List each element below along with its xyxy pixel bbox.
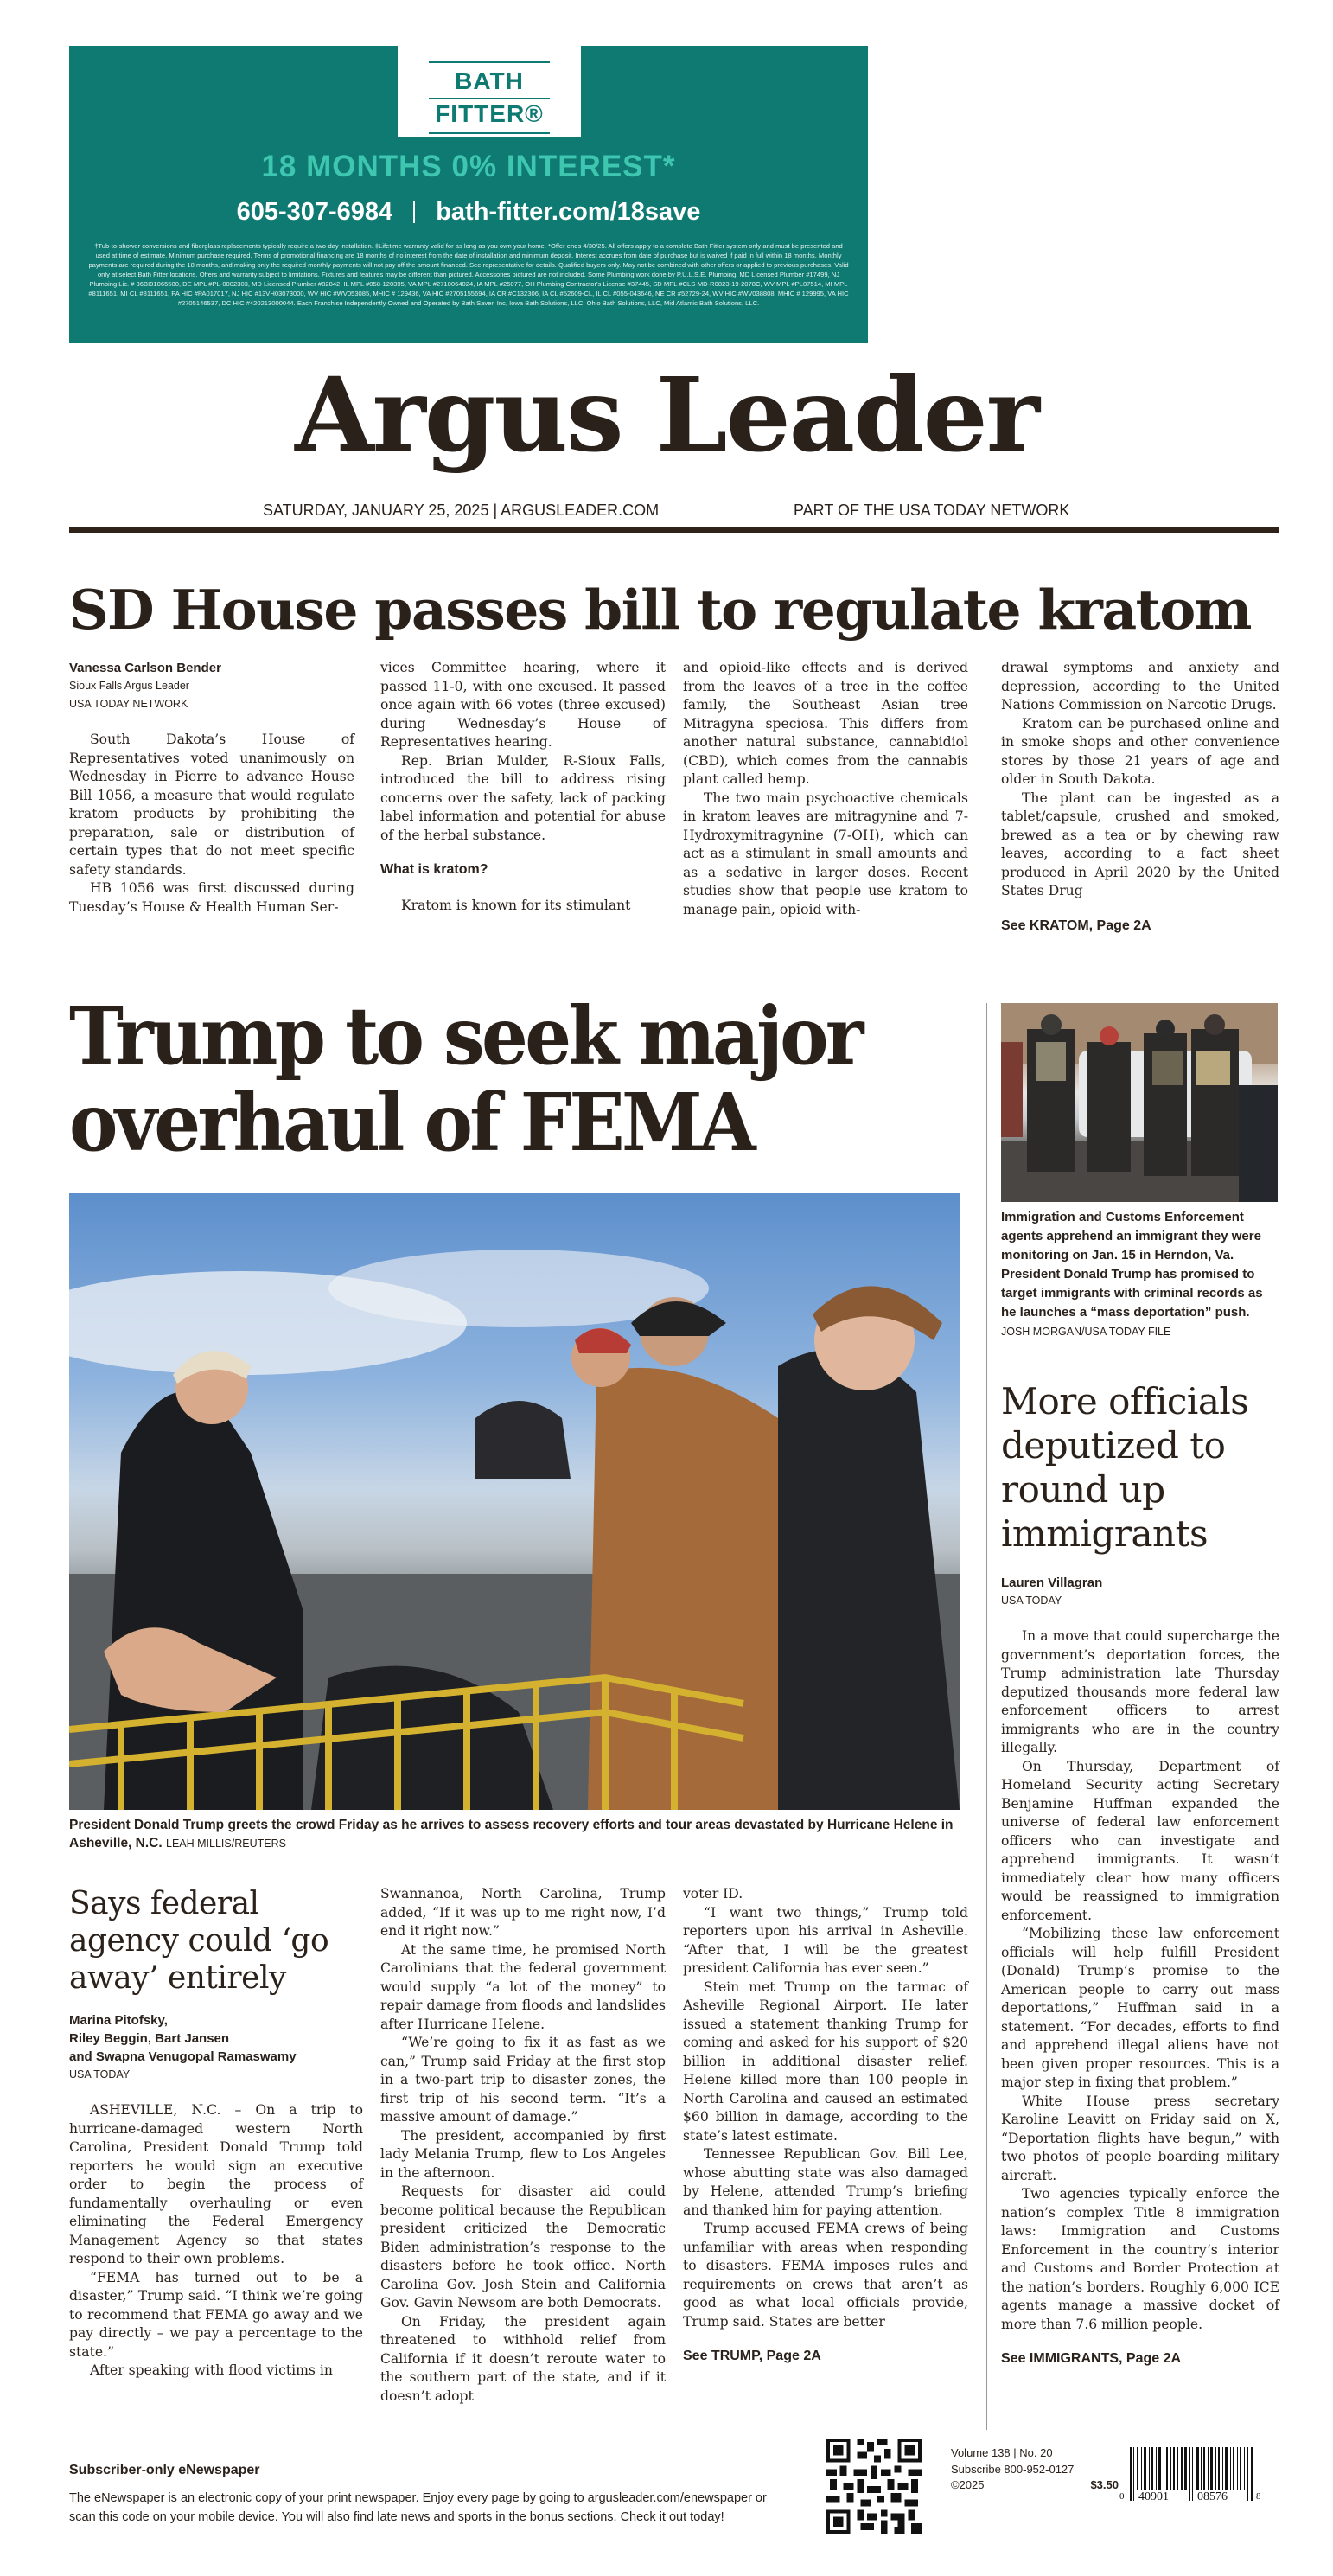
paragraph: The two main psychoactive chemicals in kratom leaves are mitragynine and 7-Hydroxymitragynine (7-OH), which can act as a stimulant in small amounts and as a sedative in larger doses. Recent studies show that people use kratom to manage pain, opioid with- (683, 789, 968, 917)
immigrants-column (1001, 1574, 1279, 2367)
kratom-column-1 (69, 659, 354, 917)
trump-jump-link[interactable]: See TRUMP, Page 2A (683, 2349, 821, 2363)
byline-network: USA TODAY NETWORK (69, 698, 188, 710)
paragraph: Swannanoa, North Carolina, Trump added, “If it was up to me right now, I’d end it right now.” (380, 1886, 666, 1939)
svg-text:8: 8 (1256, 2491, 1261, 2501)
barcode-icon (1118, 2447, 1286, 2501)
paragraph: “I want two things,” Trump told reporters upon his arrival in Asheville. “After that, I will be the greatest president California has ever seen.” (683, 1904, 968, 1976)
qr-code-icon (826, 2439, 922, 2534)
bath-fitter-logo: BATH FITTER® (398, 46, 581, 137)
kratom-subhead: What is kratom? (380, 862, 488, 877)
paragraph: “FEMA has turned out to be a disaster,” Trump said. “I think we’re going to recommend that FEMA go away and we pay directly – we pay a percentage to the state.” (69, 2269, 363, 2360)
bath-fitter-ad[interactable] (69, 46, 868, 343)
ad-phone[interactable]: 605-307-6984 (236, 198, 393, 226)
fema-column-3 (683, 1885, 968, 2364)
fema-headline[interactable]: Trump to seek major overhaul of FEMA (69, 989, 861, 1169)
paragraph: “We’re going to fix it as fast as we can,” Trump said Friday at the first stop in a two-part trip to disaster zones, the first trip of his second term. “It’s a massive amount of damage.” (380, 2035, 666, 2125)
barcode (1118, 2447, 1286, 2516)
masthead-rule (69, 527, 1279, 533)
svg-text:40901: 40901 (1138, 2490, 1169, 2501)
enewspaper-text: The eNewspaper is an electronic copy of your print newspaper. Enjoy every page by going to argusleader.com/enewspaper or scan this code on your mobile device. You will also find late news and sports in the bonus sections. Check it out today! (69, 2491, 767, 2524)
fema-photo-caption (69, 1816, 968, 1853)
paragraph: On Thursday, Department of Homeland Security acting Secretary Benjamine Huffman expanded the universe of federal law enforcement officers who can investigate and apprehend immigrants. It wasn’t immediately clear how many officers would be reassigned to immigration enforcement. (1001, 1758, 1279, 1923)
paragraph: Requests for disaster aid could become political because the Republican president criticized the Democratic Biden administration’s response to the disasters before he took office. North Carolina Gov. Josh Stein and California Gov. Gavin Newsom are both Democrats. (380, 2183, 666, 2311)
paragraph: The plant can be ingested as a tablet/capsule, crushed and smoked, brewed as a tea or by chewing raw leaves, according to a fact sheet produced in April 2020 by the United States Drug (1001, 789, 1279, 898)
caption-text: Immigration and Customs Enforcement agents apprehend an immigrant they were monitoring on Jan. 15 in Herndon, Va. President Donald Trump has promised to target immigrants with criminal records as he launches a “mass deportation” push. (1001, 1210, 1263, 1320)
paragraph: drawal symptoms and anxiety and depression, according to the United Nations Commission on Narcotic Drugs. (1001, 660, 1279, 713)
paragraph: Two agencies typically enforce the nation’s complex Title 8 immigration laws: Immigration and Customs Enforcement in the country’s interior and Customs and Border Protection at the nation’s borders. Roughly 6,000 ICE agents manage a massive docket of more than 7.6 million people. (1001, 2186, 1279, 2332)
fema-photo[interactable] (69, 1193, 960, 1810)
paragraph: voter ID. (683, 1886, 743, 1902)
kratom-column-2 (380, 659, 666, 915)
caption-text: President Donald Trump greets the crowd Friday as he arrives to assess recovery efforts and tour areas devastated by Hurricane Helene in Asheville, N.C. (69, 1818, 954, 1851)
photo-credit: LEAH MILLIS/REUTERS (166, 1838, 286, 1850)
column-divider (986, 1003, 987, 2430)
ad-url[interactable]: bath-fitter.com/18save (436, 198, 701, 226)
paragraph: Stein met Trump on the tarmac of Asheville Regional Airport. He later issued a statement thanking Trump for coming and asked for his support of $20 billion in additional disaster relief. Helene killed more than 100 people in North Carolina and caused an estimated $60 billion in damage, according to the state’s latest estimate. (683, 1978, 968, 2144)
paragraph: Kratom can be purchased online and in smoke shops and other convenience stores by those 21 years of age and older in South Dakota. (1001, 715, 1279, 787)
fema-subheadline: Says federal agency could ‘go away’ entirely (69, 1886, 329, 1996)
paragraph: Rep. Brian Mulder, R-Sioux Falls, introduced the bill to address rising concerns over the safety, lack of packing label information and potential for abuse of the herbal substance. (380, 752, 666, 843)
byline-author: Vanessa Carlson Bender (69, 661, 221, 675)
ad-headline: 18 MONTHS 0% INTEREST* (261, 150, 676, 183)
byline-author: Riley Beggin, Bart Jansen (69, 2031, 230, 2046)
paragraph: The president, accompanied by first lady Melania Trump, flew to Los Angeles in the afternoon. (380, 2127, 666, 2181)
paragraph: After speaking with flood victims in (90, 2362, 333, 2378)
byline-author: Lauren Villagran (1001, 1576, 1103, 1590)
byline-org: USA TODAY (1001, 1595, 1062, 1607)
svg-text:0: 0 (1119, 2491, 1125, 2501)
paragraph: Kratom is known for its stimulant (401, 897, 631, 913)
paragraph: At the same time, he promised North Carolinians that the federal government would supply “a lot of the money” to repair damage from floods and landslides after Hurricane Helene. (380, 1941, 666, 2032)
byline-author: Marina Pitofsky, (69, 2013, 168, 2028)
masthead-title: Argus Leader (295, 355, 1038, 475)
paragraph: and opioid-like effects and is derived from the leaves of a tree in the coffee family, the Southeast Asian tree Mitragyna speciosa. This differs from another natural substance, cannabidiol (CBD), which comes from the cannabis plant called hemp. (683, 660, 968, 787)
trump-crowd-image (69, 1193, 960, 1810)
paragraph: South Dakota’s House of Representatives voted unanimously on Wednesday in Pierre to advance House Bill 1056, a measure that would regulate kratom products by prohibiting the preparation, sale or distribution of certain types that do not meet specific safety standards. (69, 732, 354, 878)
ice-agents-image (1001, 1003, 1278, 1202)
paragraph: Tennessee Republican Gov. Bill Lee, whose abutting state was also damaged by Helene, attended Trump’s briefing and thanked him for paying attention. (683, 2146, 968, 2218)
qr-code[interactable] (826, 2439, 922, 2534)
paragraph: On Friday, the president again threatened to withhold relief from California if it doesn’t reroute water to the southern part of the state, and if it doesn’t adopt (380, 2313, 666, 2404)
paragraph: In a move that could supercharge the government’s deportation forces, the Trump administration late Thursday deputized thousands more federal law enforcement officers to arrest immigrants who are in the country illegally. (1001, 1628, 1279, 1755)
dateline: SATURDAY, JANUARY 25, 2025 | ARGUSLEADER.COM (263, 502, 660, 519)
paragraph: “Mobilizing these law enforcement officials will help fulfill President (Donald) Trump’s promise to the American people to carry out mass deportations,” Huffman said in a statement. “For decades, efforts to find and apprehend illegal aliens have not been given proper resources. This is a major step in fixing that problem.” (1001, 1926, 1279, 2090)
network-tagline: PART OF THE USA TODAY NETWORK (794, 502, 1070, 519)
kratom-column-4 (1001, 659, 1279, 934)
fema-column-2 (380, 1885, 666, 2406)
svg-text:08576: 08576 (1197, 2490, 1228, 2501)
kratom-headline[interactable]: SD House passes bill to regulate kratom (69, 578, 1251, 642)
byline-org: Sioux Falls Argus Leader (69, 680, 189, 692)
byline-org: USA TODAY (69, 2068, 131, 2081)
ad-contact (69, 198, 868, 227)
volume-number: Volume 138 | No. 20 (951, 2446, 1053, 2459)
paragraph: HB 1056 was first discussed during Tuesday’s House & Health Human Ser- (69, 880, 354, 915)
ice-photo-caption (1001, 1208, 1278, 1341)
issue-info (951, 2445, 1124, 2494)
enewspaper-title: Subscriber-only eNewspaper (69, 2463, 260, 2477)
paragraph: ASHEVILLE, N.C. – On a trip to hurricane-damaged western North Carolina, President Donald Trump told reporters he would sign an executive order to begin the process of fundamentally overhauling or even eliminating the Federal Emergency Management Agency so that states respond to their own problems. (69, 2102, 363, 2266)
photo-credit: JOSH MORGAN/USA TODAY FILE (1001, 1326, 1171, 1338)
ice-photo[interactable] (1001, 1003, 1278, 1202)
immigrants-jump-link[interactable]: See IMMIGRANTS, Page 2A (1001, 2351, 1182, 2366)
paragraph: White House press secretary Karoline Leavitt on Friday said on X, “Deportation flights have begun,” with two photos of people boarding military aircraft. (1001, 2093, 1279, 2183)
kratom-column-3 (683, 659, 968, 919)
price: $3.50 (1090, 2478, 1119, 2491)
byline-author: and Swapna Venugopal Ramaswamy (69, 2049, 297, 2064)
paragraph: Trump accused FEMA crews of being unfamiliar with areas when responding to disasters. FEMA imposes rules and requirements on crews that aren’t as good as what local officials provide, Trump said. States are better (683, 2221, 968, 2330)
divider (413, 201, 415, 223)
paragraph: vices Committee hearing, where it passed 11-0, with one excused. It passed once again with 66 votes (three excused) during Wednesday’s House of Representatives hearing. (380, 660, 666, 750)
fema-column-1 (69, 2011, 363, 2381)
immigrants-headline[interactable]: More officials deputized to round up immigrants (1001, 1380, 1249, 1555)
copyright: ©2025 (951, 2478, 985, 2491)
kratom-jump-link[interactable]: See KRATOM, Page 2A (1001, 917, 1151, 933)
ad-fine-print: †Tub-to-shower conversions and fiberglass replacements typically require a two-day installation. ‡Lifetime warranty valid for as long as you own your home. *Offer ends 4/30/25. All offers apply to a complete Bath Fitter system only and must be presented and used at time of estimate. Minimum purchase required. Terms of promotional financing are 18 months of no interest from the date of installation and minimum deposit. Interest accrues from date of purchase but is waived if paid in full within 18 months. Monthly payments are required during the 18 months, and making only the required monthly payments will not pay off the amount financed. See representative for details. Qualified buyers only. May not be combined with other offers or applied to previous purchases. Valid only at select Bath Fitter locations. Offers and warranty subject to limitations. Fixtures and features may be different than pictured. Accessories pictured are not included. Some Plumbing work done by P.U.L.S.E. Plumbing. MD Licensed Plumber #17499, NJ Plumbing Lic. # 36BI01065500, DE MPL #PL-0002303, MD Licensed Plumber #82842, IL MPL #058-120395, VA MPL #2710064024, IA MPL #25077, OH Plumbing Contractor's License #37445, SD MPL #CLS-MD-R0823-19-2078C, WV MPL #PL07514, MI MPL #8111651, MI CL #8111651, PA HIC #PA017017, NJ HIC #13VH03073000, WV HIC #WV053085, MHIC # 129436, VA HIC #2705155694, IA CR #C132306, IA CL #52609-CL, IL CL #055-043646, NE CR #52729-24, WV HIC #WV038808, MHIC # 129995, VA HIC #2705146537, DC HIC #420213000044. Each Franchise Independently Owned and Operated by Bath Saver, Inc, Iowa Bath Solutions, LLC, Ohio Bath Solutions, LLC, Mid Atlantic Bath Solutions, LLC. (88, 242, 849, 307)
subscribe-phone: Subscribe 800-952-0127 (951, 2462, 1075, 2476)
